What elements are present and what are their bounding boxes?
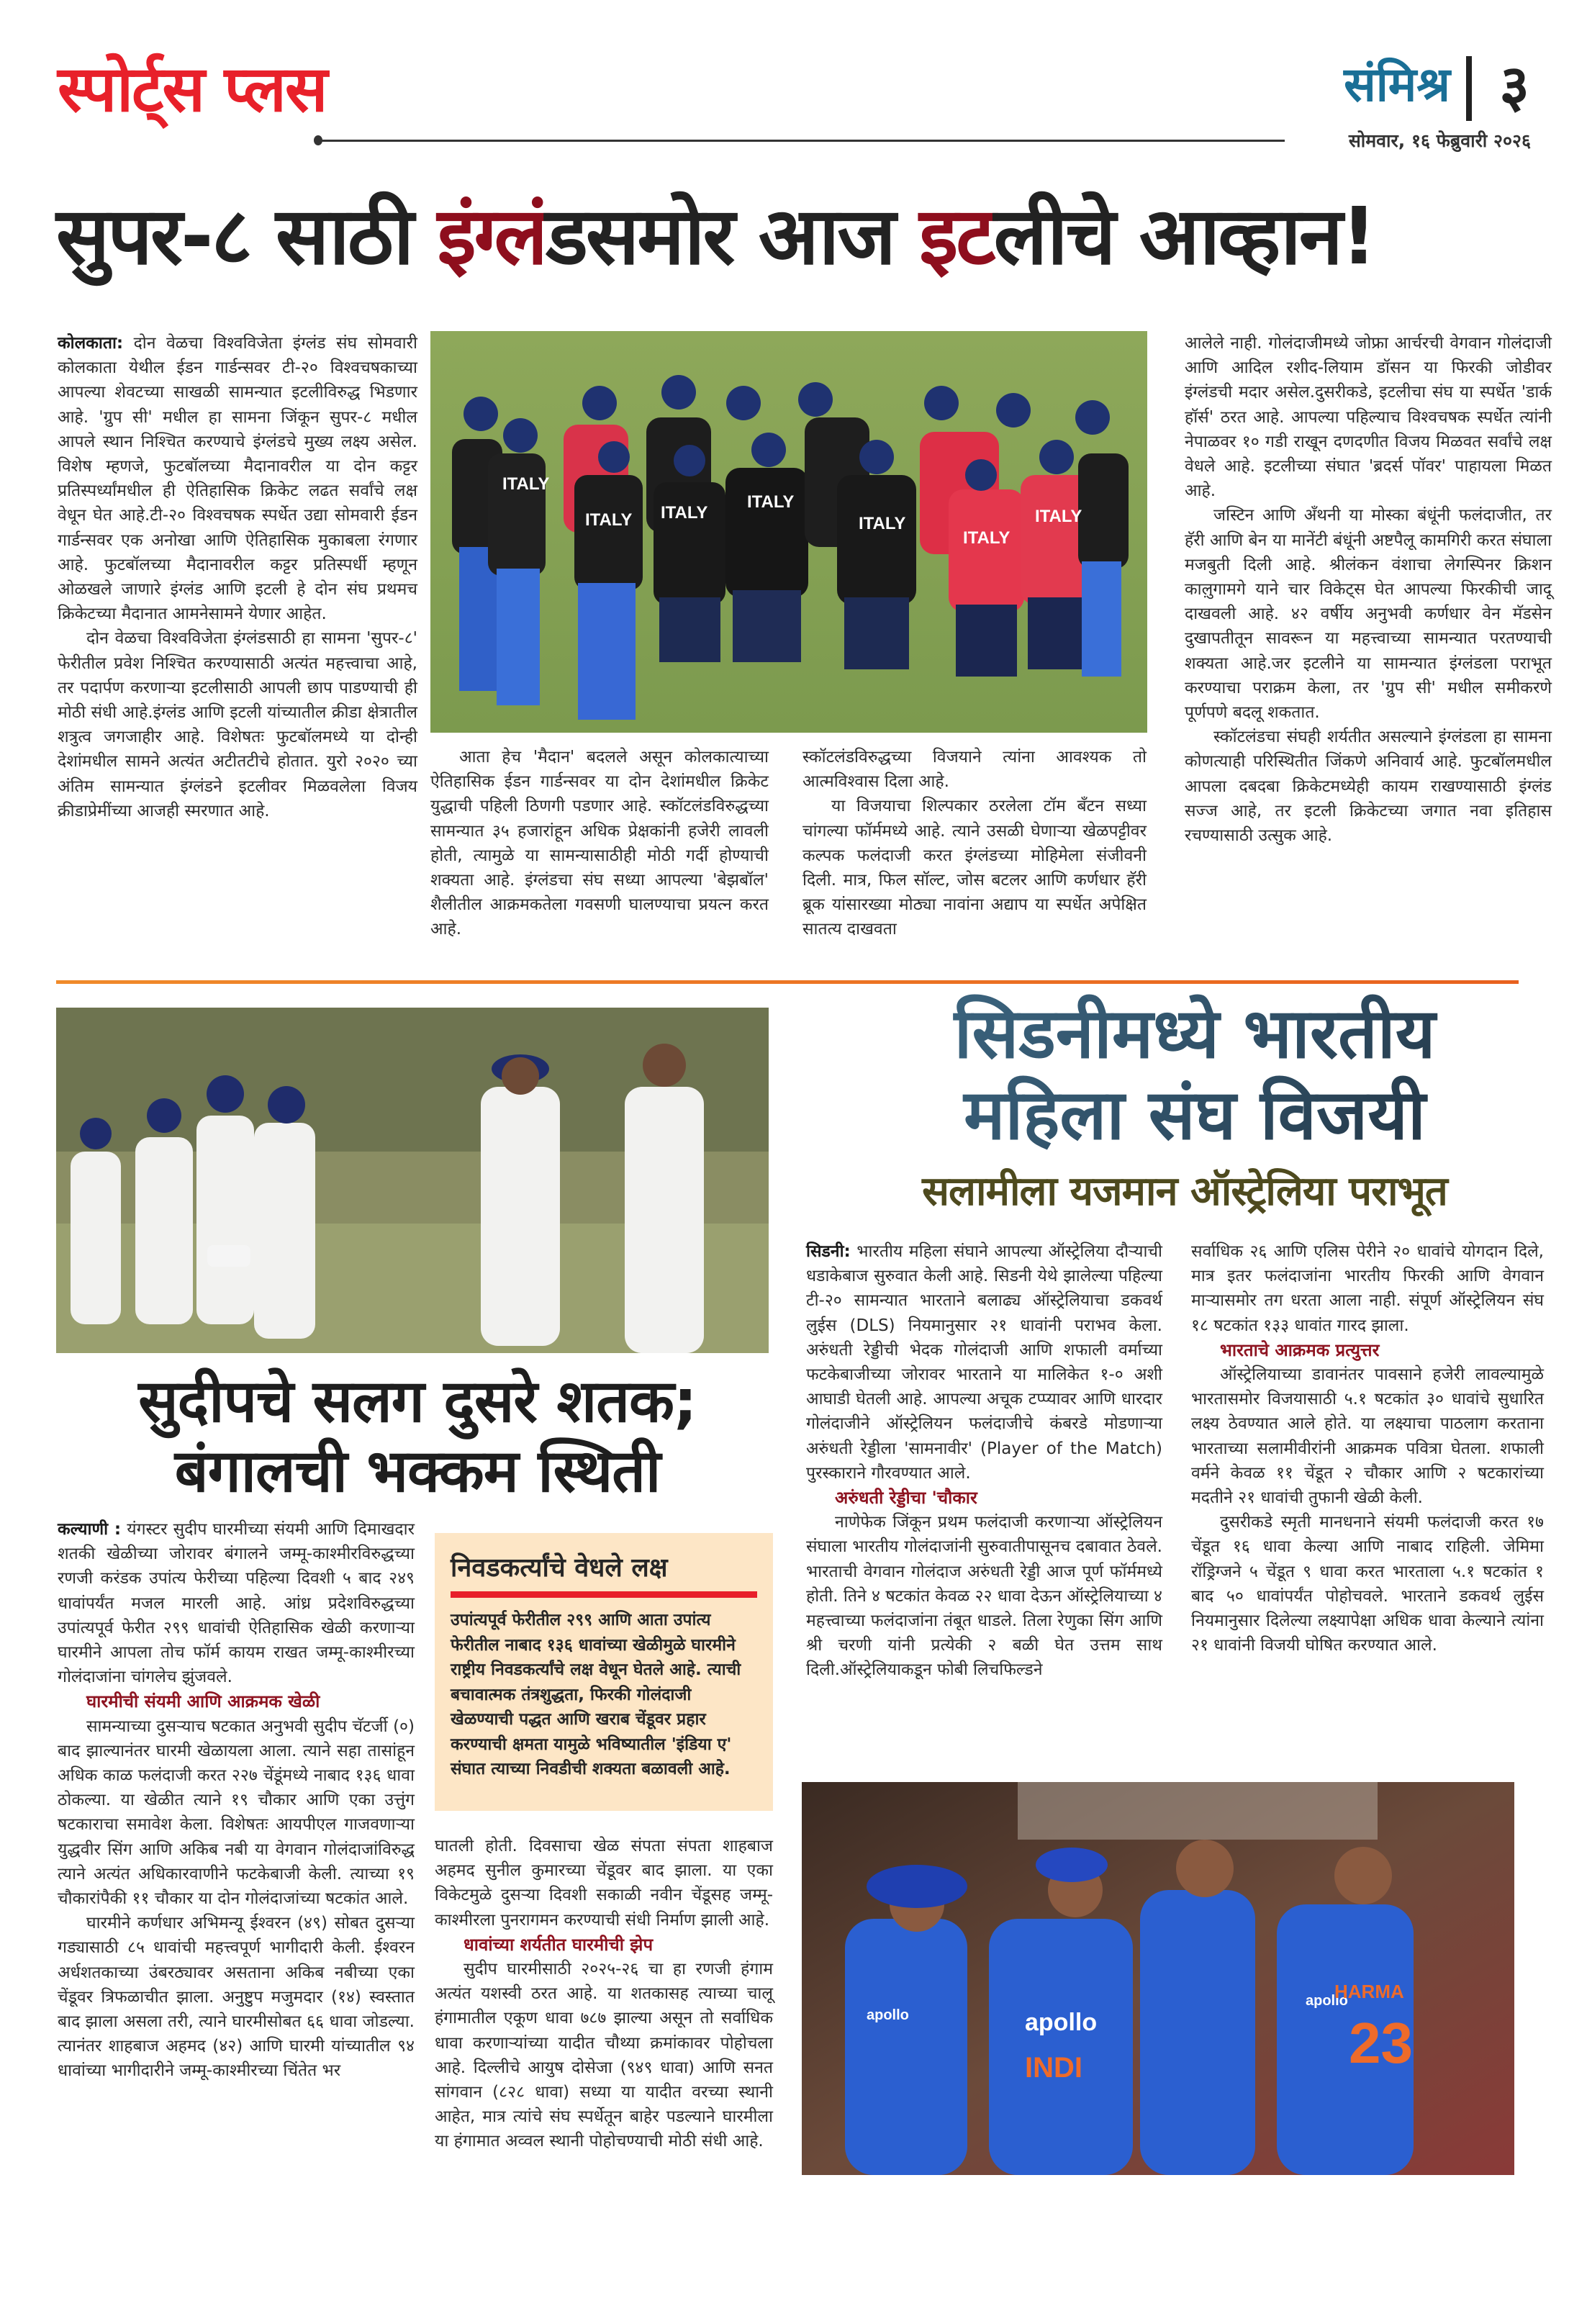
india-women-photo-illustration (802, 1782, 1514, 2175)
svg-text:HARMA: HARMA (1334, 1981, 1404, 2002)
sidebar-title: निवडकर्त्यांचे वेधले लक्ष (451, 1553, 668, 1583)
story2-col2-para1: घातली होती. दिवसाचा खेळ संपता संपता शाहबाज अहमद सुनील कुमारच्या चेंडूवर बाद झाला. या एका विकेटमुळे दुसऱ्या दिवशी सकाळी नवीन चेंडूसह जम्मू-काश्मीरला पुनरागमन करण्याची संधी निर्माण झाली आहे. (435, 1837, 773, 1930)
story3-subheadline: सलामीला यजमान ऑस्ट्रेलिया पराभूत (922, 1168, 1447, 1215)
story1-col3-para1: स्कॉटलंडविरुद्धच्या विजयाने त्यांना आवश्यक तो आत्मविश्वास दिला आहे. (802, 748, 1147, 792)
story1-col1-para2: दोन वेळचा विश्वविजेता इंग्लंडसाठी हा सामना 'सुपर-८' फेरीतील प्रवेश निश्चित करण्यासाठी अत्यंत महत्त्वाचा आहे, तर पदार्पण करणाऱ्या इटलीसाठी आपली छाप पाडण्याची ही मोठी संधी आहे.इंग्लंड आणि इटली यांच्यातील क्रीडा क्षेत्रातील शत्रुत्व जगजाहीर आहे. विशेषतः फुटबॉलमध्ये या दोन्ही देशांमधील सामने अत्यंत अटीतटीचे होतात. युरो २०२० च्या अंतिम सामन्यात इंग्लंडने इटलीवर मिळवलेला विजय क्रीडाप्रेमींच्या आजही स्मरणात आहे. (58, 629, 417, 820)
story2-headline-line2: बंगालची भक्कम स्थिती (174, 1437, 661, 1506)
svg-text:apollo: apollo (1306, 1993, 1348, 2009)
story1-col4-para1: आलेले नाही. गोलंदाजीमध्ये जोफ्रा आर्चरची वेगवान गोलंदाजी आणि आदिल रशीद-लियाम डॉसन या फिरकी जोडीवर इंग्लंडची मदार असेल.दुसरीकडे, इटलीचा संघ या स्पर्धेत 'डार्क हॉर्स' ठरत आहे. आपल्या पहिल्याच विश्वचषक स्पर्धेत त्यांनी नेपाळवर १० गडी राखून दणदणीत विजय मिळवत सर्वांचे लक्ष वेधले आहे. इटलीच्या संघात 'ब्रदर्स पॉवर' पाहायला मिळत आहे. (1185, 334, 1552, 501)
story1-col3-para2: या विजयाचा शिल्पकार ठरलेला टॉम बँटन सध्या चांगल्या फॉर्ममध्ये आहे. त्याने उसळी घेणाऱ्या खेळपट्टीवर कल्पक फलंदाजी करत इंग्लंडच्या मोहिमेला संजीवनी दिली. मात्र, फिल सॉल्ट, जोस बटलर आणि कर्णधार हॅरी ब्रूक यांसारख्या मोठ्या नावांना अद्याप या स्पर्धेत अपेक्षित सातत्य दाखवता (802, 797, 1147, 939)
story1-col2-para1: आता हेच 'मैदान' बदलले असून कोलकात्याच्या ऐतिहासिक ईडन गार्डन्सवर या दोन देशांमधील क्रिकेट युद्धाची पहिली ठिणगी पडणार आहे. स्कॉटलंडविरुद्धच्या सामन्यात ३५ हजारांहून अधिक प्रेक्षकांनी हजेरी लावली होती, त्यामुळे या सामन्यासाठीही मोठी गर्दी होण्याची शक्यता आहे. इंग्लंडचा संघ सध्या आपल्या 'बेझबॉल' शैलीतील आक्रमकतेला गवसणी घालण्याचा प्रयत्न करत आहे. (430, 748, 769, 939)
story3-column-2 (1191, 1239, 1544, 1658)
svg-text:ITALY: ITALY (661, 503, 708, 523)
story3-dateline: सिडनी: (806, 1242, 851, 1261)
story2-col2-para2: सुदीप घारमीसाठी २०२५-२६ चा हा रणजी हंगाम अत्यंत यशस्वी ठरत आहे. या शतकासह त्याच्या चालू हंगामातील एकूण धावा ७८७ झाल्या असून तो सर्वाधिक धावा करणाऱ्यांच्या यादीत चौथ्या क्रमांकावर पोहोचला आहे. दिल्लीचे आयुष दोसेजा (९४९ धावा) आणि सनत सांगवान (८२८ धावा) सध्या या यादीत वरच्या स्थानी आहेत, मात्र त्यांचे संघ स्पर्धेतून बाहेर पडल्याने घारमीला या हंगामात अव्वल स्थानी पोहोचण्याची मोठी संधी आहे. (435, 1960, 773, 2151)
story1-col4-para3: स्कॉटलंडचा संघही शर्यतीत असल्याने इंग्लंडला हा सामना कोणत्याही परिस्थितीत जिंकणे अनिवार्य आहे. फुटबॉलमधील आपला दबदबा क्रिकेटमध्येही कायम राखण्यासाठी इंग्लंड सज्ज आहे, तर इटली क्रिकेटच्या जगात नवा इतिहास रचण्यासाठी उत्सुक आहे. (1185, 728, 1552, 846)
story1-column-2 (430, 745, 769, 942)
story3-col2-para2: ऑस्ट्रेलियाच्या डावानंतर पावसाने हजेरी लावल्यामुळे भारतासमोर विजयासाठी ५.१ षटकांत ३० धावांचे सुधारित लक्ष्य ठेवण्यात आले होते. या लक्ष्याचा पाठलाग करताना भारताच्या सलामीवीरांनी आक्रमक पवित्रा घेतला. शफाली वर्मने केवळ ११ चेंडूत २ चौकार आणि २ षटकारांच्या मदतीने २१ धावांची तुफानी खेळी केली. (1191, 1365, 1544, 1508)
story3-headline-line2: महिला संघ विजयी (964, 1075, 1426, 1156)
story3-subhead-1: अरुंधती रेड्डीचा 'चौकार (835, 1488, 977, 1509)
story2-subhead-2: धावांच्या शर्यतीत घारमीची झेप (464, 1934, 654, 1955)
story3-headline-line1: सिडनीमध्ये भारतीय (954, 993, 1436, 1074)
issue-date: सोमवार, १६ फेब्रुवारी २०२६ (1348, 130, 1531, 151)
story1-column-4 (1185, 331, 1552, 848)
story3-photo-india-women (802, 1782, 1514, 2175)
svg-text:apollo: apollo (867, 2007, 909, 2023)
story2-sidebar-box (435, 1533, 773, 1811)
story1-column-1 (58, 331, 417, 823)
story2-col1-para1: यंगस्टर सुदीप घारमीच्या संयमी आणि दिमाखदार शतकी खेळीच्या जोरावर बंगालने जम्मू-काश्मीरविरुद्धच्या रणजी करंडक उपांत्य फेरीच्या पहिल्या दिवशी ५ बाद २४९ धावांपर्यंत मजल मारली आहे. आंध्र प्रदेशविरुद्धच्या उपांत्यपूर्व फेरीत २९९ धावांची ऐतिहासिक खेळी करणाऱ्या घारमीने आपला तोच फॉर्म कायम राखत जम्मू-काश्मीरच्या गोलंदाजांना चांगलेच झुंजवले. (58, 1520, 415, 1687)
svg-text:ITALY: ITALY (963, 528, 1010, 548)
story2-dateline: कल्याणी : (58, 1520, 122, 1539)
bengal-players-photo-illustration (56, 1008, 769, 1353)
story1-col1-para1: दोन वेळचा विश्वविजेता इंग्लंड संघ सोमवारी कोलकाता येथील ईडन गार्डन्सवर टी-२० विश्वचषकाच्या आपल्या शेवटच्या साखळी सामन्यात इटलीविरुद्ध भिडणार आहे. 'ग्रुप सी' मधील हा सामना जिंकून सुपर-८ मधील आपले स्थान निश्चित करण्याचे इंग्लंडचे मुख्य लक्ष्य असेल. विशेष म्हणजे, फुटबॉलच्या मैदानावरील या दोन कट्टर प्रतिस्पर्ध्यांमधील ही ऐतिहासिक क्रिकेट लढत सर्वांचे लक्ष वेधून घेत आहे.टी-२० विश्वचषक स्पर्धेत उद्या सोमवारी ईडन गार्डन्सवर एक अनोखा आणि ऐतिहासिक मुकाबला रंगणार आहे. फुटबॉलच्या मैदानावरील कट्टर प्रतिस्पर्धी म्हणून ओळखले जाणारे इंग्लंड आणि इटली हे दोन संघ प्रथमच क्रिकेटच्या मैदानात आमनेसामने येणार आहेत. (58, 334, 418, 624)
section-divider-orange (56, 980, 1519, 984)
story3-col2-para3: दुसरीकडे स्मृती मानधनाने संयमी फलंदाजी करत १७ चेंडूत १६ धावा केल्या आणि नाबाद राहिली. जेमिमा रॉड्रिग्जने ५ चेंडूत ९ धावा करत भारताला ५.१ षटकांत १ बाद ५० धावांपर्यंत पोहोचवले. भारताने डकवर्थ लुईस नियमानुसार दिलेल्या लक्ष्यापेक्षा अधिक धावा केल्याने त्यांना २१ धावांनी विजयी घोषित करण्यात आले. (1191, 1513, 1544, 1655)
svg-text:ITALY: ITALY (1035, 507, 1082, 526)
story3-col1-para2: नाणेफेक जिंकून प्रथम फलंदाजी करणाऱ्या ऑस्ट्रेलियन संघाला भारतीय गोलंदाजांनी सुरुवातीपासूनच दबावात ठेवले. भारताची वेगवान गोलंदाज अरुंधती रेड्डी आज पूर्ण फॉर्ममध्ये होती. तिने ४ षटकांत केवळ २२ धावा देऊन ऑस्ट्रेलियाच्या ४ महत्त्वाच्या फलंदाजांना तंबूत धाडले. तिला रेणुका सिंग आणि श्री चरणी यांनी प्रत्येकी २ बळी घेत उत्तम साथ दिली.ऑस्ट्रेलियाकडून फोबी लिचफिल्डने (806, 1513, 1162, 1680)
svg-text:ITALY: ITALY (502, 474, 550, 494)
section-divider (1466, 56, 1472, 121)
story2-subhead-1: घारमीची संयमी आणि आक्रमक खेळी (86, 1691, 320, 1712)
italy-team-photo-illustration (430, 331, 1147, 733)
headline-segment: डसमोर आज (546, 190, 920, 282)
svg-text:apollo: apollo (1025, 2009, 1098, 2036)
story1-column-3 (802, 745, 1147, 942)
story1-photo-italy-team (430, 331, 1147, 733)
headline-highlight-segment: इंग्लं (437, 190, 546, 282)
story2-headline (50, 1367, 785, 1507)
sidebar-red-rule (451, 1591, 757, 1598)
story1-dateline: कोलकाता: (58, 334, 124, 353)
story1-headline (56, 190, 1375, 282)
story1-col4-para2: जस्टिन आणि अँथनी या मोस्का बंधूंनी फलंदाजीत, तर हॅरी आणि बेन या मानेंटी बंधूंनी अष्टपैलू कामगिरी करत संघाला मजबुती दिली आहे. श्रीलंकन वंशाचा लेगस्पिनर क्रिशन काल़ुगामगे याने चार विकेट्स घेत आपल्या फिरकीची जादू दाखवली आहे. ४२ वर्षीय अनुभवी कर्णधार वेन मॅडसेन दुखापतीतून सावरून या महत्त्वाच्या सामन्यात परतण्याची शक्यता आहे.जर इटलीने या सामन्यात इंग्लंडला पराभूत करण्याचा पराक्रम केला, तर 'ग्रुप सी' मधील समीकरणे पूर्णपणे बदलू शकतात. (1185, 506, 1552, 723)
story3-headline (820, 993, 1569, 1157)
masthead-title: स्पोर्ट्स प्लस (58, 52, 327, 126)
story2-headline-line1: सुदीपचे सलग दुसरे शतक; (138, 1367, 697, 1436)
header-rule (317, 140, 1285, 142)
svg-text:ITALY: ITALY (859, 514, 906, 533)
headline-highlight-segment: इट (919, 190, 994, 282)
story2-col1-para2: सामन्याच्या दुसऱ्याच षटकात अनुभवी सुदीप चॅटर्जी (०) बाद झाल्यानंतर घारमी खेळायला आला. त्याने सहा तासांहून अधिक काळ फलंदाजी करत २२७ चेंडूंमध्ये नाबाद १३६ धावा ठोकल्या. या खेळीत त्याने १९ चौकार आणि एका उत्तुंग षटकाराचा समावेश केला. विशेषतः आयपीएल गाजवणाऱ्या युद्धवीर सिंग आणि अकिब नबी या वेगवान गोलंदाजांविरुद्ध त्याने अत्यंत अधिकारवाणीने फटकेबाजी केली. त्याच्या १९ चौकारांपैकी ११ चौकार या दोन गोलंदाजांच्या षटकांत आले. (58, 1717, 415, 1909)
story2-col1-para3: घारमीने कर्णधार अभिमन्यू ईश्वरन (४९) सोबत दुसऱ्या गड्यासाठी ८५ धावांची महत्त्वपूर्ण भागीदारी केली. ईश्वरन अर्धशतकाच्या उंबरठ्यावर असताना अकिब नबीच्या एका चेंडूवर त्रिफळाचीत झाला. अनुष्टुप मजुमदार (१४) स्वस्तात बाद झाला असला तरी, त्याने घारमीसोबत ६६ धावा जोडल्या. त्यानंतर शाहबाज अहमद (४२) आणि घारमी यांच्यातील ९४ धावांच्या भागीदारीने जम्मू-काश्मीरच्या चिंतेत भर (58, 1914, 415, 2081)
page-number: ३ (1499, 53, 1529, 119)
story2-photo-bengal-players (56, 1008, 769, 1353)
story3-subhead-2: भारताचे आक्रमक प्रत्युत्तर (1220, 1339, 1380, 1360)
story3-column-1 (806, 1239, 1162, 1683)
story2-column-2 (435, 1834, 773, 2154)
svg-text:23: 23 (1349, 2011, 1413, 2075)
story3-col2-para1: सर्वाधिक २६ आणि एलिस पेरीने २० धावांचे योगदान दिले, मात्र इतर फलंदाजांना भारतीय फिरकी आणि वेगवान माऱ्यासमोर तग धरता आला नाही. संपूर्ण ऑस्ट्रेलियन संघ १८ षटकांत १३३ धावांत गारद झाला. (1191, 1242, 1544, 1335)
story3-col1-para1: भारतीय महिला संघाने आपल्या ऑस्ट्रेलिया दौऱ्याची धडाकेबाज सुरुवात केली आहे. सिडनी येथे झालेल्या पहिल्या टी-२० सामन्यात भारताने बलाढ्य ऑस्ट्रेलियाचा डकवर्थ लुईस (DLS) नियमानुसार २१ धावांनी पराभव केला. अरुंधती रेड्डीची भेदक गोलंदाजी आणि शफाली वर्माच्या फटकेबाजीच्या जोरावर भारताने या मालिकेत १-० अशी आघाडी घेतली आहे. आपल्या अचूक टप्प्यावर आणि धारदार गोलंदाजीने ऑस्ट्रेलियन फलंदाजीचे कंबरडे मोडणाऱ्या अरुंधती रेड्डीला 'सामनावीर' (Player of the Match) पुरस्काराने गौरवण्यात आले. (806, 1242, 1162, 1483)
section-label: संमिश्र (1344, 57, 1450, 112)
svg-text:ITALY: ITALY (585, 510, 633, 530)
svg-text:ITALY: ITALY (747, 492, 795, 512)
story2-column-1 (58, 1517, 415, 2084)
svg-text:INDI: INDI (1025, 2052, 1082, 2084)
headline-segment: लीचे आव्हान! (993, 190, 1375, 282)
headline-segment: सुपर-८ साठी (56, 190, 438, 282)
sidebar-body: उपांत्यपूर्व फेरीतील २९९ आणि आता उपांत्य फेरीतील नाबाद १३६ धावांच्या खेळीमुळे घारमीने राष्ट्रीय निवडकर्त्यांचे लक्ष वेधून घेतले आहे. त्याची बचावात्मक तंत्रशुद्धता, फिरकी गोलंदाजी खेळण्याची पद्धत आणि खराब चेंडूवर प्रहार करण्याची क्षमता यामुळे भविष्यातील 'इंडिया ए' संघात त्याच्या निवडीची शक्यता बळावली आहे. (451, 1611, 741, 1778)
